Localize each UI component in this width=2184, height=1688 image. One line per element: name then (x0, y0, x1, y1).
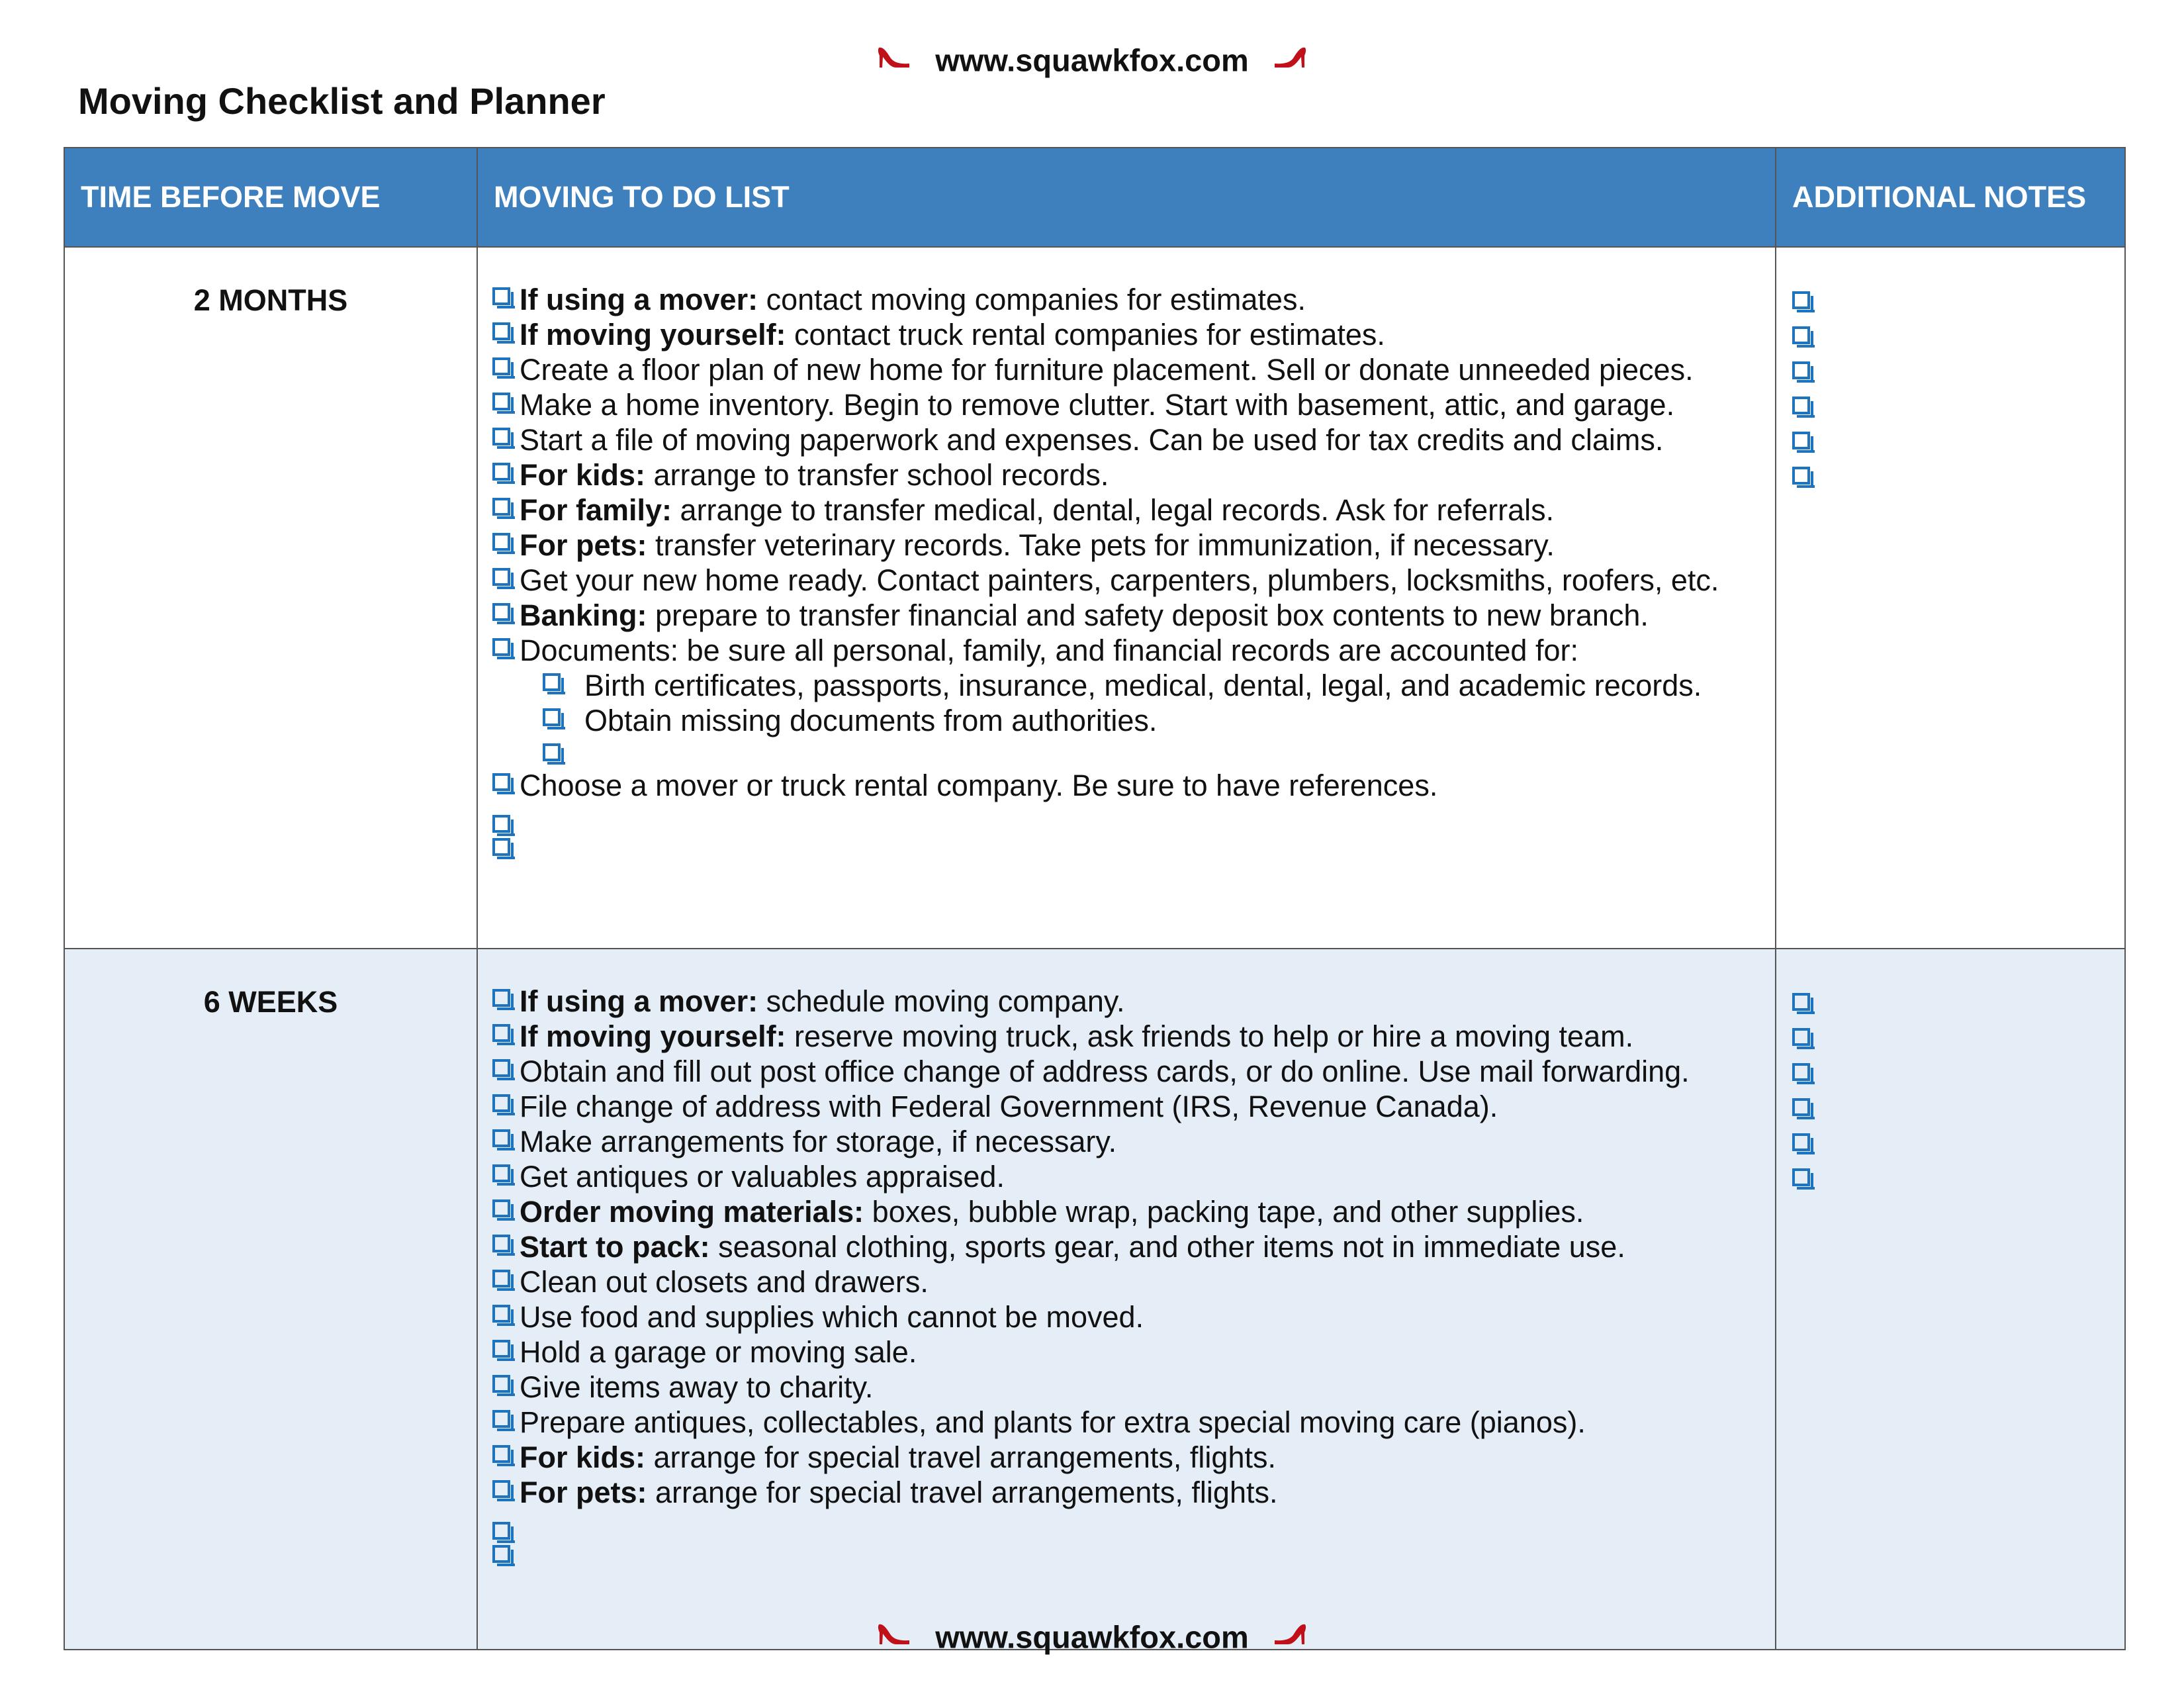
checklist-item-body: arrange for special travel arrangements, flights. (645, 1440, 1276, 1474)
checkbox-icon[interactable] (492, 533, 510, 551)
checklist-item-body: contact truck rental companies for estimates. (786, 318, 1385, 352)
checklist-item-text (520, 984, 1125, 1019)
checklist-item-text (520, 1054, 1690, 1089)
checkbox-icon[interactable] (1792, 1098, 1810, 1116)
checkbox-icon[interactable] (492, 463, 510, 481)
checklist-item (491, 1124, 1762, 1159)
checklist-item (491, 1089, 1762, 1124)
checklist-item-text (520, 1299, 1144, 1335)
checkbox-icon[interactable] (492, 1235, 510, 1252)
red-high-heel-shoe-icon (876, 41, 912, 81)
site-footer (0, 1615, 2184, 1658)
table-header-row (64, 148, 2125, 247)
checklist-item-text (520, 422, 1663, 457)
checklist-item-body: prepare to transfer financial and safety deposit box contents to new branch. (647, 598, 1649, 632)
checklist-item (491, 1517, 1762, 1540)
checklist-item (491, 387, 1762, 422)
checklist-item-body: Hold a garage or moving sale. (520, 1335, 917, 1369)
column-header-time: TIME BEFORE MOVE (64, 148, 477, 247)
table-row (64, 247, 2125, 949)
checkbox-icon[interactable] (492, 322, 510, 340)
checklist-item-body: Choose a mover or truck rental company. Be sure to have references. (520, 769, 1438, 802)
checklist-item (491, 1440, 1762, 1475)
checklist-item (491, 563, 1762, 598)
checklist-item-text (520, 768, 1437, 803)
column-header-todo: MOVING TO DO LIST (477, 148, 1776, 247)
checklist-item-text (520, 633, 1578, 668)
checkbox-icon[interactable] (1792, 291, 1810, 309)
checklist-item-body: seasonal clothing, sports gear, and other items not in immediate use. (709, 1230, 1625, 1264)
checkbox-icon[interactable] (492, 1270, 510, 1288)
note-checkbox-row (1791, 459, 2124, 494)
time-before-move-cell: 6 WEEKS (64, 949, 477, 1650)
checkbox-icon[interactable] (543, 673, 561, 691)
checklist-item (491, 422, 1762, 457)
checkbox-icon[interactable] (492, 1545, 510, 1563)
note-checkbox-row (1791, 1020, 2124, 1055)
checklist-item-text (520, 387, 1674, 422)
checklist-item (491, 1405, 1762, 1440)
checklist-item (491, 1299, 1762, 1335)
checklist-item (491, 1229, 1762, 1264)
checkbox-icon[interactable] (1792, 1063, 1810, 1081)
checkbox-icon[interactable] (492, 1094, 510, 1112)
checkbox-icon[interactable] (1792, 361, 1810, 379)
checkbox-icon[interactable] (543, 708, 561, 726)
checklist-item-text (520, 1194, 1584, 1229)
checklist-item (491, 528, 1762, 563)
checklist-item-text (520, 563, 1719, 598)
checklist-item-body: arrange to transfer school records. (645, 458, 1109, 492)
checklist-item-text (584, 668, 1702, 703)
checklist-item-lead: Order moving materials: (520, 1195, 864, 1229)
checkbox-icon[interactable] (492, 568, 510, 586)
checklist-item-body: Start a file of moving paperwork and expenses. Can be used for tax credits and claims. (520, 423, 1664, 457)
checkbox-icon[interactable] (492, 638, 510, 656)
checklist-item-text (520, 1124, 1116, 1159)
checklist-item-body: Get antiques or valuables appraised. (520, 1160, 1005, 1194)
checklist-item-lead: Start to pack: (520, 1230, 710, 1264)
note-checkbox-row (1791, 353, 2124, 389)
site-header (0, 38, 2184, 81)
checklist-item-text (520, 598, 1649, 633)
checklist-item-text (520, 1229, 1625, 1264)
checklist-item-text (520, 528, 1555, 563)
checklist-item-body: Birth certificates, passports, insurance, medical, dental, legal, and academic records. (584, 669, 1702, 702)
checkbox-icon[interactable] (492, 1059, 510, 1077)
checkbox-icon[interactable] (492, 1164, 510, 1182)
checklist-item-text (520, 1370, 873, 1405)
note-checkbox-row (1791, 1125, 2124, 1160)
checklist-item-body: Documents: be sure all personal, family, and financial records are accounted for: (520, 633, 1578, 667)
checklist-item-body: File change of address with Federal Government (IRS, Revenue Canada). (520, 1090, 1498, 1123)
site-url[interactable]: www.squawkfox.com (935, 42, 1249, 78)
checklist-item (491, 1194, 1762, 1229)
checklist-item (491, 984, 1762, 1019)
todo-list-cell (477, 949, 1776, 1650)
checklist-item-body: schedule moving company. (758, 984, 1125, 1018)
checkbox-icon[interactable] (492, 393, 510, 410)
checklist-item-text (520, 457, 1109, 492)
checkbox-icon[interactable] (492, 838, 510, 856)
checklist-item-body: arrange for special travel arrangements, flights. (647, 1476, 1278, 1509)
note-checkbox-row (1791, 1055, 2124, 1090)
checkbox-icon[interactable] (492, 1305, 510, 1323)
checkbox-icon[interactable] (1792, 1133, 1810, 1151)
checklist-item (491, 810, 1762, 833)
note-checkbox-row (1791, 1160, 2124, 1196)
checkbox-icon[interactable] (492, 773, 510, 791)
moving-checklist-table (64, 147, 2126, 1650)
checklist-item-lead: If moving yourself: (520, 318, 786, 352)
checklist-item-body: contact moving companies for estimates. (758, 283, 1306, 316)
checkbox-icon[interactable] (492, 1522, 510, 1540)
checklist-item (491, 1370, 1762, 1405)
todo-list-cell (477, 247, 1776, 949)
checklist-item-lead: For family: (520, 493, 672, 527)
checklist-item (491, 833, 1762, 856)
table-row (64, 949, 2125, 1650)
checklist-item (491, 1540, 1762, 1563)
checklist-item-text (520, 317, 1385, 352)
checklist-item (491, 1159, 1762, 1194)
checkbox-icon[interactable] (492, 1375, 510, 1393)
note-checkbox-row (1791, 985, 2124, 1020)
additional-notes-cell (1776, 949, 2125, 1650)
checklist-item-body: Give items away to charity. (520, 1370, 874, 1404)
red-high-heel-shoe-icon (1272, 41, 1308, 81)
checklist-item-lead: If moving yourself: (520, 1019, 786, 1053)
red-high-heel-shoe-icon (1272, 1618, 1308, 1658)
checklist-item-lead: Banking: (520, 598, 647, 632)
checklist-item-lead: For pets: (520, 528, 647, 562)
checklist-item-lead: If using a mover: (520, 984, 758, 1018)
note-checkbox-row (1791, 283, 2124, 318)
checkbox-icon[interactable] (1792, 467, 1810, 485)
checklist-item-text (520, 1335, 917, 1370)
time-before-move-cell: 2 MONTHS (64, 247, 477, 949)
checkbox-icon[interactable] (492, 357, 510, 375)
checkbox-icon[interactable] (492, 287, 510, 305)
column-header-notes: ADDITIONAL NOTES (1776, 148, 2125, 247)
checklist-item (491, 352, 1762, 387)
checkbox-icon[interactable] (492, 1410, 510, 1428)
checklist-item (491, 598, 1762, 633)
checklist-item-text (520, 1264, 929, 1299)
checklist-item (491, 768, 1762, 803)
checklist-item-body: Clean out closets and drawers. (520, 1265, 929, 1299)
checklist-item-body: Get your new home ready. Contact painters, carpenters, plumbers, locksmiths, roofers, etc. (520, 563, 1719, 597)
checklist-item (491, 1475, 1762, 1510)
checklist-item-body: Make a home inventory. Begin to remove clutter. Start with basement, attic, and garage. (520, 388, 1675, 422)
checklist-item-lead: For pets: (520, 1476, 647, 1509)
checklist-subitem (491, 703, 1762, 738)
checklist-item-body: arrange to transfer medical, dental, legal records. Ask for referrals. (672, 493, 1555, 527)
checkbox-icon[interactable] (1792, 397, 1810, 414)
checkbox-icon[interactable] (492, 1024, 510, 1042)
checkbox-icon[interactable] (492, 428, 510, 445)
checklist-item-text (584, 703, 1157, 738)
checklist-item-body: Obtain missing documents from authorities. (584, 704, 1158, 737)
document-title: Moving Checklist and Planner (78, 80, 606, 122)
checkbox-icon[interactable] (1792, 326, 1810, 344)
note-checkbox-row (1791, 389, 2124, 424)
checkbox-icon[interactable] (543, 743, 561, 761)
checkbox-icon[interactable] (492, 1199, 510, 1217)
checklist-item-text (520, 1019, 1633, 1054)
checkbox-icon[interactable] (492, 603, 510, 621)
checklist-item-text (520, 1440, 1276, 1475)
checklist-item (491, 317, 1762, 352)
checklist-item-text (520, 352, 1694, 387)
checkbox-icon[interactable] (1792, 432, 1810, 449)
checklist-item (491, 1335, 1762, 1370)
checklist-item-text (520, 1089, 1498, 1124)
checkbox-icon[interactable] (492, 498, 510, 516)
checklist-item (491, 633, 1762, 668)
checklist-item-lead: For kids: (520, 1440, 646, 1474)
checkbox-icon[interactable] (492, 1129, 510, 1147)
checklist-item (491, 282, 1762, 317)
note-checkbox-row (1791, 424, 2124, 459)
note-checkbox-row (1791, 318, 2124, 353)
checkbox-icon[interactable] (492, 815, 510, 833)
checklist-item-body: reserve moving truck, ask friends to help or hire a moving team. (786, 1019, 1634, 1053)
checklist-item-text (520, 1159, 1005, 1194)
checklist-item-text (520, 492, 1554, 528)
checklist-item-body: Use food and supplies which cannot be moved. (520, 1300, 1144, 1334)
checklist-item (491, 1264, 1762, 1299)
checklist-item (491, 492, 1762, 528)
note-checkbox-row (1791, 1090, 2124, 1125)
red-high-heel-shoe-icon (876, 1618, 912, 1658)
checkbox-icon[interactable] (492, 1340, 510, 1358)
site-url[interactable]: www.squawkfox.com (935, 1619, 1249, 1655)
checklist-item-lead: For kids: (520, 458, 646, 492)
checklist-item-body: transfer veterinary records. Take pets for immunization, if necessary. (647, 528, 1555, 562)
checkbox-icon[interactable] (492, 1480, 510, 1498)
checklist-item-body: Prepare antiques, collectables, and plants for extra special moving care (pianos). (520, 1405, 1586, 1439)
checklist-item-text (520, 1475, 1277, 1510)
checkbox-icon[interactable] (1792, 1028, 1810, 1046)
checklist-subitem (491, 668, 1762, 703)
checklist-item-body: Create a floor plan of new home for furniture placement. Sell or donate unneeded pieces. (520, 353, 1694, 387)
checklist-item (491, 1054, 1762, 1089)
checklist-item (491, 1019, 1762, 1054)
checklist-item-body: Obtain and fill out post office change of address cards, or do online. Use mail forwarding. (520, 1055, 1690, 1088)
additional-notes-cell (1776, 247, 2125, 949)
checklist-item-text (520, 282, 1306, 317)
checklist-subitem (491, 738, 1762, 761)
checklist-item-lead: If using a mover: (520, 283, 758, 316)
checklist-item (491, 457, 1762, 492)
checkbox-icon[interactable] (492, 1445, 510, 1463)
checklist-item-text (520, 1405, 1586, 1440)
checklist-item-body: boxes, bubble wrap, packing tape, and other supplies. (864, 1195, 1584, 1229)
checklist-item-body: Make arrangements for storage, if necessary. (520, 1125, 1117, 1158)
checkbox-icon[interactable] (1792, 1168, 1810, 1186)
checkbox-icon[interactable] (1792, 993, 1810, 1011)
checkbox-icon[interactable] (492, 989, 510, 1007)
